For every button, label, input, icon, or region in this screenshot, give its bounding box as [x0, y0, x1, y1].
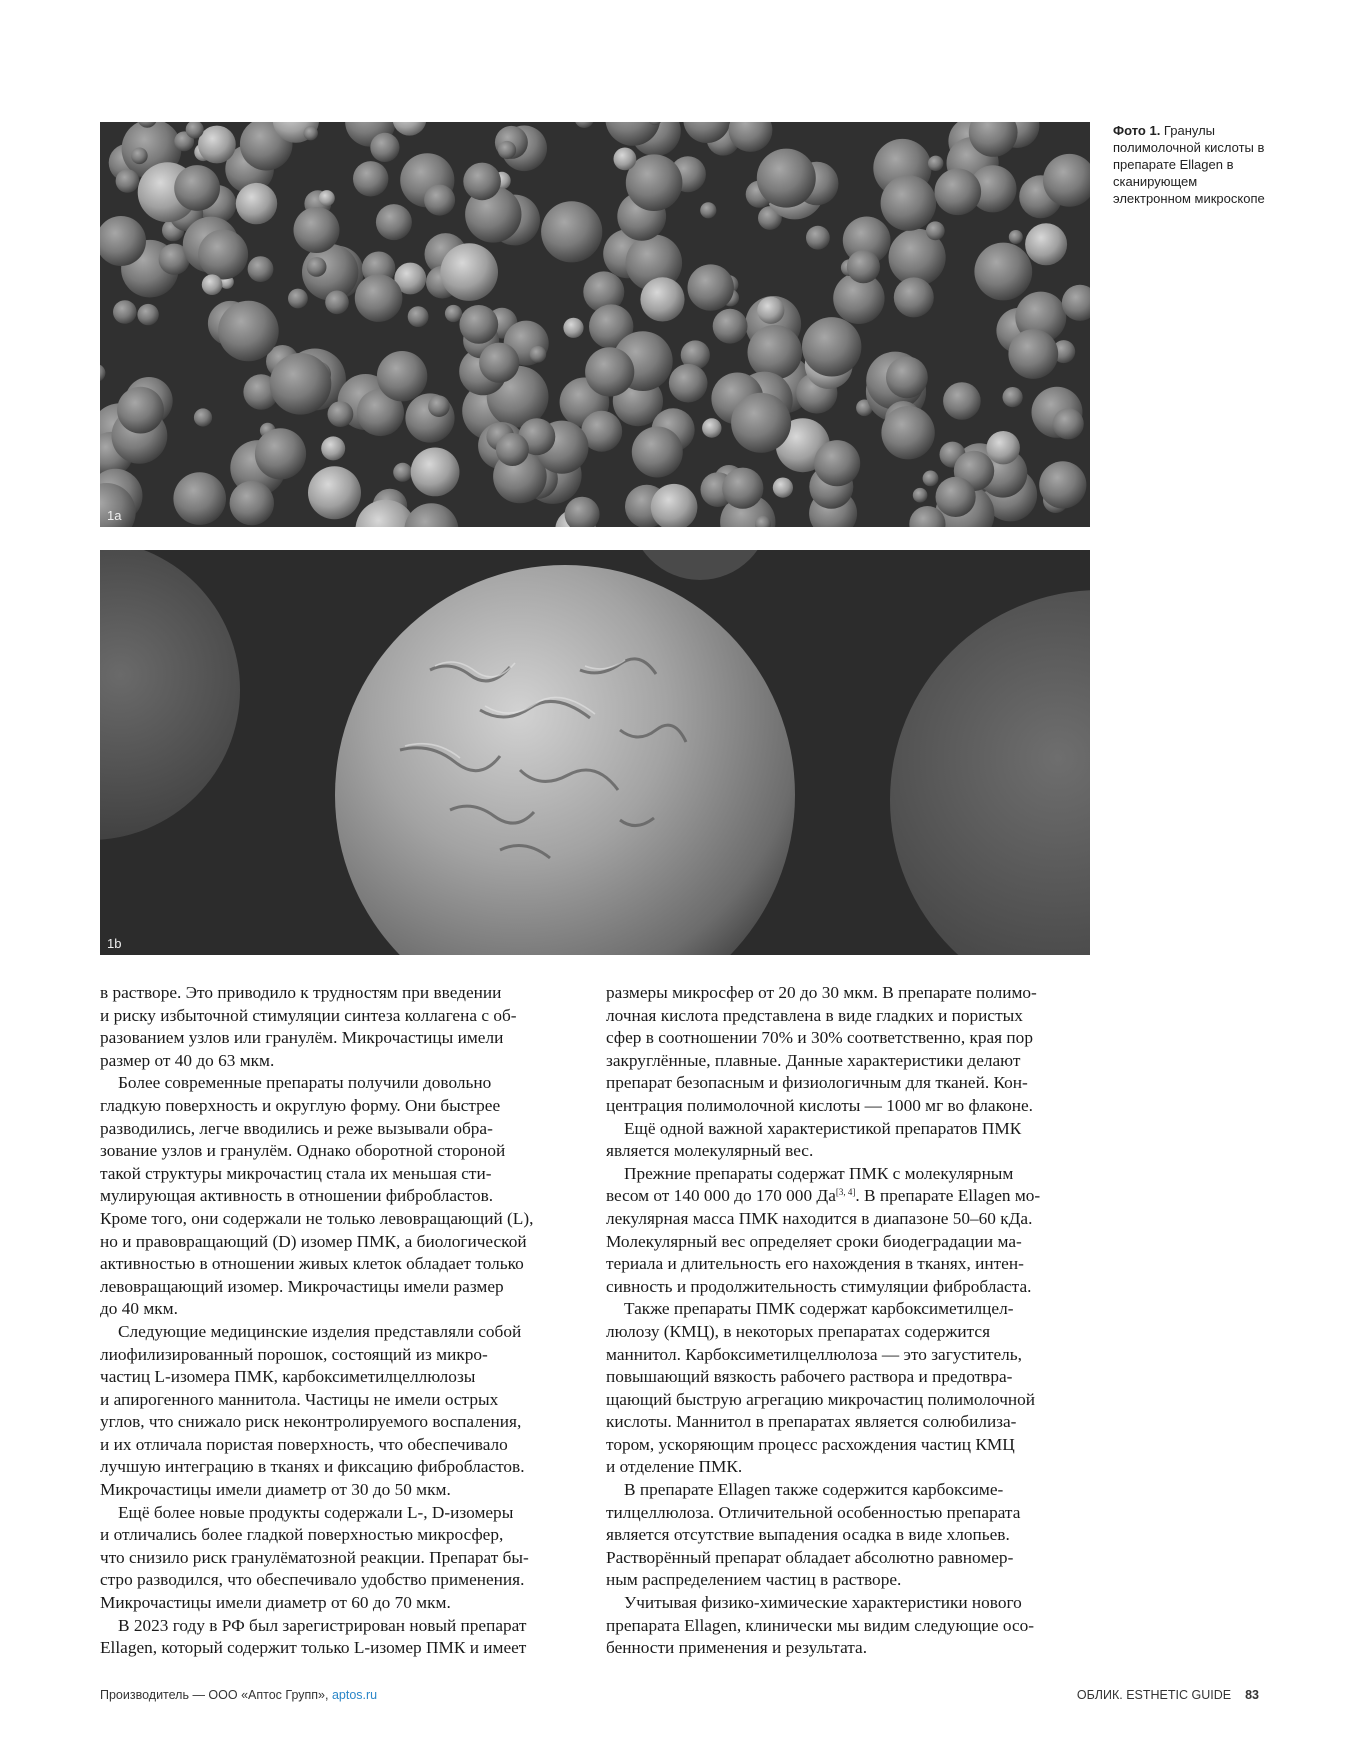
granule: [377, 351, 427, 401]
granule: [894, 277, 934, 317]
text-column-left: [100, 982, 590, 1660]
granule: [424, 185, 455, 216]
paragraph: размеры микросфер от 20 до 30 мкм. В препарате полимо- лочная кислота представлена в виде гладких и пористых сфер в соотношении 70% и 30% соответственно, края пор закруглённые, плавные. Данные характеристики делают препарат безопасным и физиологичным для тканей. Кон- центрация полимолочной кислоты — 1000 мг во флаконе.: [606, 983, 1037, 1115]
magazine-name: ОБЛИК. ESTHETIC GUIDE: [1076, 1688, 1232, 1702]
granule: [230, 481, 274, 525]
granule: [935, 169, 982, 216]
granule: [307, 257, 327, 277]
granule: [928, 156, 943, 171]
granule: [669, 364, 708, 403]
granule: [408, 306, 429, 327]
granule: [881, 406, 934, 459]
granule: [428, 395, 450, 417]
granule: [376, 204, 412, 240]
granule: [640, 277, 684, 321]
paragraph: Также препараты ПМК содержат карбоксиметилцел- люлозу (КМЦ), в некоторых препаратах содержится маннитол. Карбоксиметилцеллюлоза — это загуститель, повышающий вязкость рабочего раствора и предотвра- щающий быструю агрегацию микрочастиц полимолочной кислоты. Маннитол в препаратах является солюбилиза- тором, ускоряющим процесс расхождения частиц КМЦ и отделение ПМК.: [606, 1299, 1036, 1477]
granule: [913, 488, 928, 503]
granule: [702, 418, 721, 437]
page-number: 83: [1245, 1688, 1259, 1702]
granule: [353, 161, 388, 196]
granule: [936, 477, 976, 517]
granule: [288, 289, 308, 309]
granule: [614, 148, 637, 171]
paragraph-with-reference: [606, 1163, 1096, 1299]
granule: [370, 133, 399, 162]
caption-lead: Фото 1.: [1113, 123, 1161, 138]
granule: [328, 401, 354, 427]
granule: [174, 165, 220, 211]
granule: [248, 256, 274, 282]
granule: [113, 300, 137, 324]
granule: [757, 149, 816, 208]
granule: [463, 163, 501, 201]
granule: [321, 436, 345, 460]
granule: [445, 305, 462, 322]
granule: [1008, 329, 1058, 379]
footer-manufacturer-text: Производитель — ООО «Аптос Групп»,: [100, 1688, 332, 1702]
granule: [974, 243, 1032, 301]
granule: [459, 305, 498, 344]
granule: [806, 226, 830, 250]
granule: [1025, 223, 1067, 265]
granule: [194, 408, 212, 426]
granule: [498, 141, 516, 159]
caption-text: Гранулы полимолочной кислоты в препарате Ellagen в сканирующем электронном микроскопе: [1113, 123, 1265, 206]
granule: [325, 291, 349, 315]
granule: [393, 463, 412, 482]
granule: [563, 318, 583, 338]
granule: [479, 343, 519, 383]
granule: [773, 478, 793, 498]
granule: [700, 202, 716, 218]
granule: [116, 169, 140, 193]
paragraph: Ещё более новые продукты содержали L-, D-изомеры и отличались более гладкой поверхностью микросфер, что снизило риск гранулёматозной реакции. Препарат бы- стро разводился, что обеспечивало удобство применения. Микрочастицы имели диаметр от 60 до 70 мкм.: [100, 1502, 529, 1613]
photo-1a: [100, 122, 1090, 527]
granule: [722, 468, 763, 509]
paragraph-text: . В препарате Ellagen мо- лекулярная масса ПМК находится в диапазоне 50–60 кДа. Молекулярный вес определяет сроки биодеградации ма- териала и длительность его нахождения в тканях, интен- сивность и продолжительность стимуляции фибробласта.: [606, 1186, 1041, 1296]
granule: [255, 428, 306, 479]
granule: [117, 387, 164, 434]
granule: [585, 347, 634, 396]
granule: [886, 356, 928, 398]
granule: [923, 471, 939, 487]
granule: [1053, 408, 1084, 439]
photo-label-1a: 1a: [107, 508, 122, 523]
granule: [173, 472, 226, 525]
granule: [1039, 461, 1086, 508]
website-link[interactable]: aptos.ru: [331, 1688, 378, 1702]
granule: [198, 126, 236, 164]
granule: [411, 448, 460, 497]
granule: [131, 148, 148, 165]
granule: [530, 346, 547, 363]
granule: [881, 175, 937, 231]
granule: [270, 353, 332, 415]
granule: [308, 466, 361, 519]
granule: [440, 243, 498, 301]
paragraph: Более современные препараты получили довольно гладкую поверхность и округлую форму. Они быстрее разводились, легче вводились и реже вызывали обра- зование узлов и гранулём. Однако оборотной стороной такой структуры микрочастиц стала их меньшая сти- мулирующая активность в отношении фибробластов. Кроме того, они содержали не только левовращающий (L), но и правовращающий (D) изомер ПМК, а биологической активностью в отношении живых клеток обладает только левовращающий изомер. Микрочастицы имели размер до 40 мкм.: [100, 1073, 534, 1319]
text-column-right: [606, 982, 1096, 1660]
granule: [688, 264, 734, 310]
citation-reference: [3, 4]: [835, 1187, 856, 1198]
paragraph-text: Прежние препараты содержат ПМК с молекулярным весом от 140 000 до 170 000 Да: [606, 1163, 1014, 1206]
granule: [748, 325, 803, 380]
paragraph: В препарате Ellagen также содержится карбоксиме- тилцеллюлоза. Отличительной особенностью препарата является отсутствие выпадения осадка в виде хлопьев. Растворённый препарат обладает абсолютно равномер- ным распределением частиц в растворе.: [606, 1480, 1021, 1590]
granule: [137, 304, 158, 325]
photo-caption: [1113, 122, 1273, 207]
photo-1b: [100, 550, 1090, 955]
granule: [198, 230, 248, 280]
granule: [355, 274, 403, 322]
granule: [926, 221, 945, 240]
granule: [202, 274, 223, 295]
granule: [987, 431, 1020, 464]
paragraph: Учитывая физико-химические характеристики нового препарата Ellagen, клинически мы видим следующие осо- бенности применения и результата.: [606, 1593, 1035, 1658]
granule: [847, 250, 880, 283]
photo-label-1b: 1b: [107, 936, 122, 951]
paragraph: Ещё одной важной характеристикой препаратов ПМК является молекулярный вес.: [606, 1118, 1022, 1161]
granule: [236, 183, 277, 224]
granule: [218, 301, 279, 362]
granule: [541, 201, 602, 262]
micrograph-granules-image: [100, 122, 1090, 527]
granule: [1009, 230, 1023, 244]
granule: [632, 427, 683, 478]
granule: [319, 190, 335, 206]
paragraph: В 2023 году в РФ был зарегистрирован новый препарат Ellagen, который содержит только L-изомер ПМК и имеет: [100, 1615, 527, 1658]
paragraph: в растворе. Это приводило к трудностям при введении и риску избыточной стимуляции синтеза коллагена с об- разованием узлов или гранулём. Микрочастицы имели размер от 40 до 63 мкм.: [100, 983, 517, 1070]
granule: [496, 433, 529, 466]
footer-magazine: [1077, 1688, 1259, 1702]
micrograph-porous-sphere-image: [100, 550, 1090, 955]
granule: [713, 309, 748, 344]
granule: [757, 297, 784, 324]
granule: [802, 317, 861, 376]
granule: [731, 393, 791, 453]
granule: [943, 382, 981, 420]
footer-manufacturer: [100, 1688, 377, 1702]
granule: [294, 207, 340, 253]
granule: [814, 440, 860, 486]
paragraph: Следующие медицинские изделия представляли собой лиофилизированный порошок, состоящий из микро- частиц L-изомера ПМК, карбоксиметилцеллюлозы и апирогенного маннитола. Частицы не имели острых углов, что снижало риск неконтролируемого воспаления, и их отличала пористая поверхность, что обеспечивало лучшую интеграцию в тканях и фиксацию фибробластов. Микрочастицы имели диаметр от 30 до 50 мкм.: [100, 1321, 525, 1500]
granule: [304, 126, 318, 140]
granule: [1003, 387, 1023, 407]
